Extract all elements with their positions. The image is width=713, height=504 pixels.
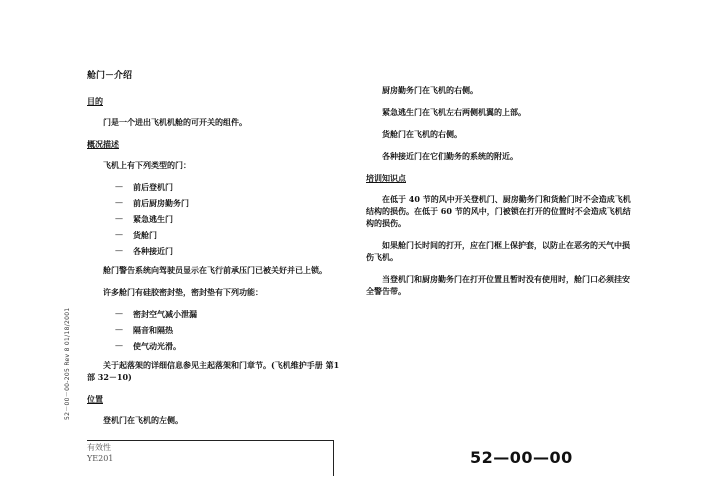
list-item: — 密封空气减小泄漏 xyxy=(87,308,345,320)
right-column xyxy=(366,84,631,307)
effectivity-block xyxy=(87,442,113,464)
footer-divider xyxy=(87,440,333,441)
location-text: 登机门在飞机的左侧。 xyxy=(103,415,183,425)
list-item: — 隔音和隔热 xyxy=(87,324,345,336)
purpose-text: 门是一个进出飞机机舱的可开关的组件。 xyxy=(103,117,247,127)
effectivity-label: 有效性 xyxy=(87,443,111,452)
seals-intro: 许多舱门有硅胶密封垫，密封垫有下列功能： xyxy=(103,287,263,297)
heading-purpose: 目的 xyxy=(87,96,103,106)
left-column xyxy=(87,70,345,436)
location-line: 货舱门在飞机的右侧。 xyxy=(382,129,462,139)
warning-system-text: 舱门警告系统向驾驶员显示在飞行前承压门已被关好并已上锁。 xyxy=(103,265,327,275)
list-item: — 货舱门 xyxy=(87,229,345,241)
location-line: 紧急逃生门在飞机左右两侧机翼的上部。 xyxy=(382,107,526,117)
list-item: — 紧急逃生门 xyxy=(87,213,345,225)
section-title: 舱门－介绍 xyxy=(87,71,133,81)
weather-protection-text: 如果舱门长时间的打开，应在门框上保护套，以防止在恶劣的天气中损伤飞机。 xyxy=(366,240,630,262)
heading-training: 培训知识点 xyxy=(366,173,406,183)
heading-location: 位置 xyxy=(87,394,103,404)
effectivity-code: YE201 xyxy=(87,454,114,463)
list-item: — 前后登机门 xyxy=(87,181,345,193)
list-item: — 各种接近门 xyxy=(87,245,345,257)
list-item: — 前后厨房勤务门 xyxy=(87,197,345,209)
document-number: 52—00—00 xyxy=(470,448,573,467)
footer-vertical-divider xyxy=(333,440,334,476)
list-item: — 使气动光滑。 xyxy=(87,340,345,352)
safety-strap-text: 当登机门和厨房勤务门在打开位置且暂时没有使用时，舱门口必须挂安全警告带。 xyxy=(366,274,630,296)
reference-text: 关于起落架的详细信息参见主起落架和门章节。(飞机维护手册 第1部 32－10) xyxy=(87,360,340,382)
seal-functions-list xyxy=(87,308,345,352)
door-types-list xyxy=(87,181,345,257)
wind-limit-text: 在低于 40 节的风中开关登机门、厨房勤务门和货舱门时不会造成飞机结构的损伤。在低于 60 节的风中，门被锁在打开的位置时不会造成飞机结构的损伤。 xyxy=(366,194,631,228)
side-document-code: 52－00－00-205 Rev 8 01/18/2001 xyxy=(64,307,71,420)
location-line: 各种接近门在它们勤务的系统的附近。 xyxy=(382,151,518,161)
door-types-intro: 飞机上有下列类型的门： xyxy=(103,160,191,170)
heading-overview: 概况描述 xyxy=(87,139,119,149)
location-line: 厨房勤务门在飞机的右侧。 xyxy=(382,85,478,95)
